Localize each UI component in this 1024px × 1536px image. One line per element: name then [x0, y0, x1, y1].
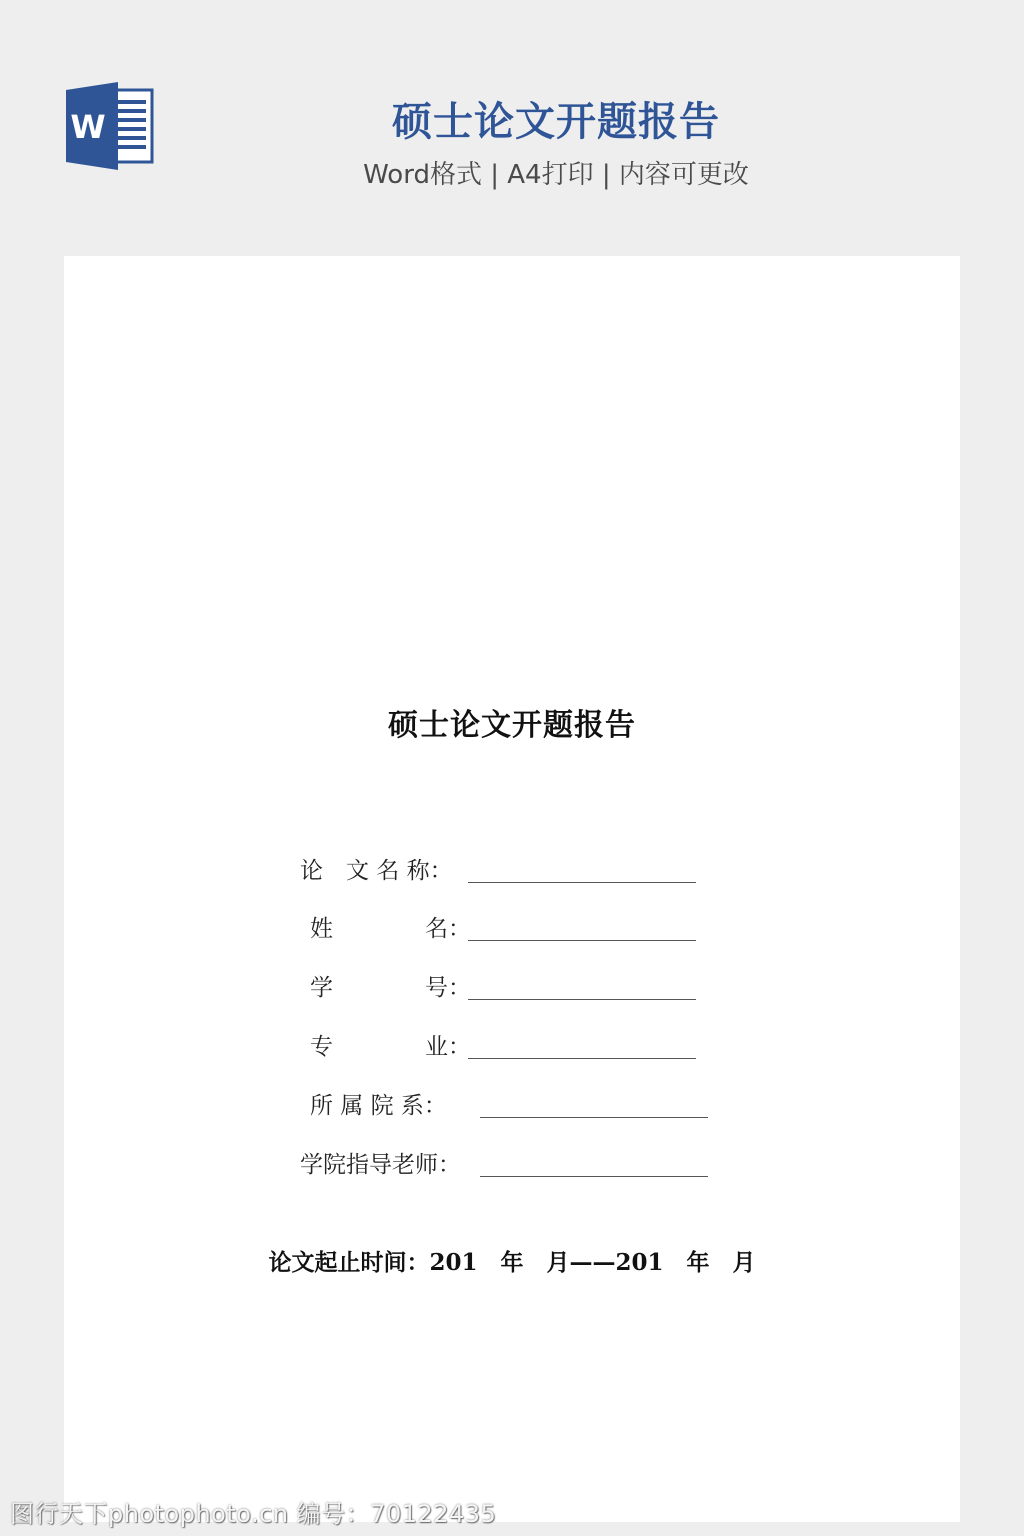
field-student-id: [310, 969, 730, 1003]
field-blank-line[interactable]: [468, 882, 696, 883]
document-title: 硕士论文开题报告: [388, 708, 636, 743]
field-label: 所 属 院 系：: [310, 1093, 447, 1119]
field-blank-line[interactable]: [468, 999, 696, 1000]
banner-subtitle: Word格式 | A4打印 | 内容可更改: [363, 160, 749, 190]
field-advisor: [300, 1146, 730, 1180]
field-label: 学 号：: [310, 975, 471, 1001]
thesis-date-range: 论文起止时间：201 年 月——201 年 月: [268, 1249, 756, 1276]
word-document-icon: [64, 82, 156, 170]
field-blank-line[interactable]: [480, 1176, 708, 1177]
field-blank-line[interactable]: [468, 1058, 696, 1059]
word-icon-letter: W: [70, 108, 106, 146]
field-department: [310, 1087, 730, 1121]
banner-title: 硕士论文开题报告: [392, 99, 720, 145]
field-blank-line[interactable]: [480, 1117, 708, 1118]
field-label: 学院指导老师：: [300, 1152, 461, 1178]
field-major: [310, 1028, 730, 1062]
field-blank-line[interactable]: [468, 940, 696, 941]
field-label: 专 业：: [310, 1034, 471, 1060]
document-page: [64, 256, 960, 1522]
field-thesis-name: [300, 852, 720, 886]
field-label: 论 文 名 称：: [300, 858, 453, 884]
field-label: 姓 名：: [310, 916, 471, 942]
field-student-name: [310, 910, 730, 944]
watermark-text: 图行天下photophoto.cn 编号：70122435: [10, 1500, 497, 1528]
